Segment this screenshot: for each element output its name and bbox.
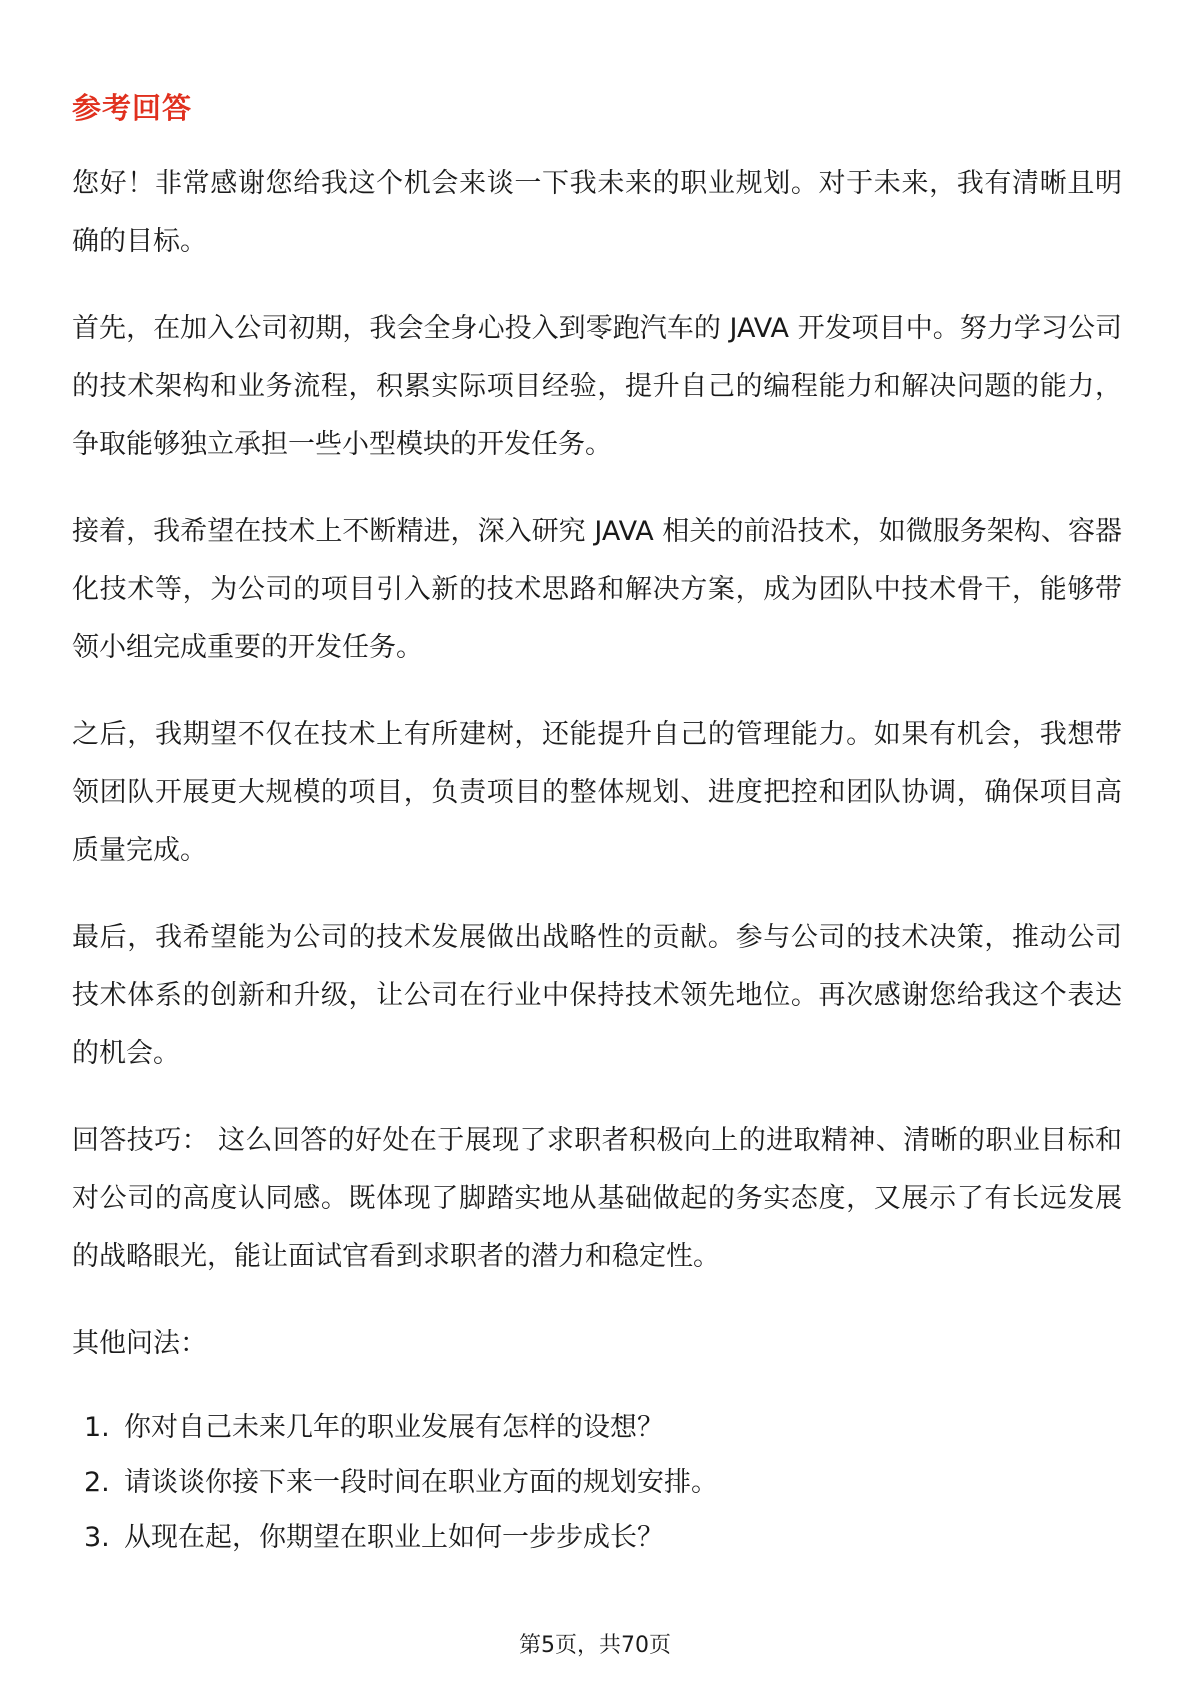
list-item-text: 你对自己未来几年的职业发展有怎样的设想？: [124, 1412, 664, 1443]
paragraph-other-questions: 其他问法：: [72, 1328, 207, 1359]
list-item-number: 1.: [84, 1412, 110, 1443]
list-item: [84, 1400, 718, 1455]
paragraph-after: 之后，我期望不仅在技术上有所建树，还能提升自己的管理能力。如果有机会，我想带领团队开展更大规模的项目，负责项目的整体规划、进度把控和团队协调，确保项目高质量完成。: [72, 719, 1122, 866]
list-item-text: 请谈谈你接下来一段时间在职业方面的规划安排。: [124, 1467, 718, 1498]
section-heading: 参考回答: [72, 91, 193, 125]
list-item: [84, 1455, 718, 1510]
paragraph-tips: 回答技巧： 这么回答的好处在于展现了求职者积极向上的进取精神、清晰的职业目标和对公司的高度认同感。既体现了脚踏实地从基础做起的务实态度，又展示了有长远发展的战略眼光，能让面试官看到求职者的潜力和稳定性。: [72, 1125, 1122, 1272]
list-item-number: 2.: [84, 1467, 110, 1498]
list-item-number: 3.: [84, 1522, 110, 1553]
paragraph-first: 首先，在加入公司初期，我会全身心投入到零跑汽车的 JAVA 开发项目中。努力学习公司的技术架构和业务流程，积累实际项目经验，提升自己的编程能力和解决问题的能力，争取能够独立承担一些小型模块的开发任务。: [72, 313, 1122, 460]
paragraph-last: 最后，我希望能为公司的技术发展做出战略性的贡献。参与公司的技术决策，推动公司技术体系的创新和升级，让公司在行业中保持技术领先地位。再次感谢您给我这个表达的机会。: [72, 922, 1122, 1069]
question-list: [84, 1400, 718, 1565]
paragraph-next: 接着，我希望在技术上不断精进，深入研究 JAVA 相关的前沿技术，如微服务架构、容器化技术等，为公司的项目引入新的技术思路和解决方案，成为团队中技术骨干，能够带领小组完成重要的开发任务。: [72, 516, 1122, 663]
paragraph-intro: 您好！非常感谢您给我这个机会来谈一下我未来的职业规划。对于未来，我有清晰且明确的目标。: [72, 168, 1122, 257]
page-footer: 第5页，共70页: [519, 1633, 671, 1658]
list-item-text: 从现在起，你期望在职业上如何一步步成长？: [124, 1522, 664, 1553]
list-item: [84, 1510, 718, 1565]
